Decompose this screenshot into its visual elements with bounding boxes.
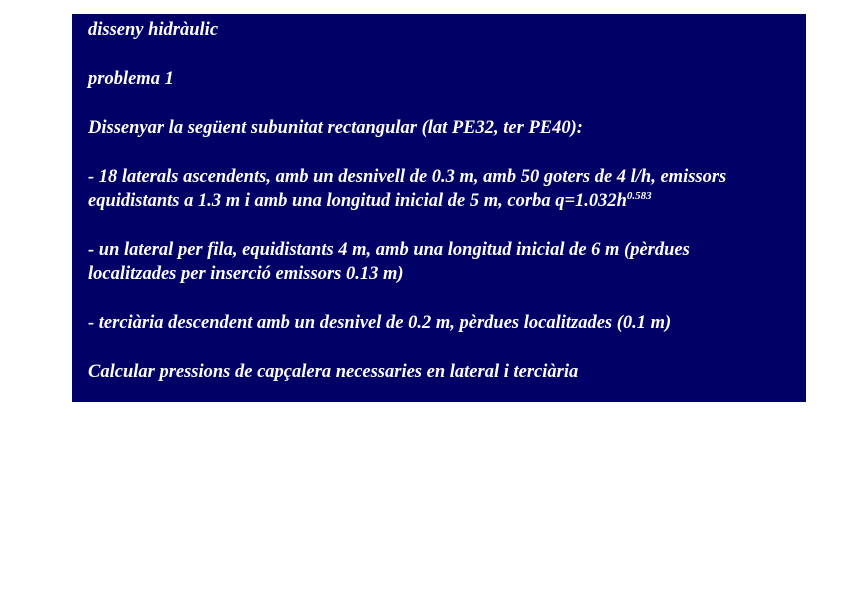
item-tertiary: - terciària descendent amb un desnivel de 0.2 m, pèrdues localitzades (0.1 m) — [88, 313, 672, 333]
task-statement: Calcular pressions de capçalera necessaries en lateral i terciària — [88, 362, 579, 382]
spacer — [88, 140, 796, 165]
spacer — [88, 213, 796, 238]
item-rows-line2: localitzades per inserció emissors 0.13 m) — [88, 264, 404, 284]
slide-title: disseny hidràulic — [88, 20, 219, 40]
problem-heading: problema 1 — [88, 69, 174, 89]
item-laterals-line2-text: equidistants a 1.3 m i amb una longitud inicial de 5 m, corba q=1.032h — [88, 191, 627, 211]
item-laterals-line1: - 18 laterals ascendents, amb un desnivell de 0.3 m, amb 50 goters de 4 l/h, emissors — [88, 167, 727, 187]
spacer — [88, 91, 796, 116]
item-rows-line1: - un lateral per fila, equidistants 4 m, amb una longitud inicial de 6 m (pèrdues — [88, 240, 690, 260]
problem-intro: Dissenyar la següent subunitat rectangular (lat PE32, ter PE40): — [88, 118, 583, 138]
curve-exponent: 0.583 — [626, 190, 652, 202]
slide-panel — [72, 14, 806, 402]
spacer — [88, 286, 796, 311]
spacer — [88, 42, 796, 67]
item-laterals-line2 — [88, 189, 796, 213]
spacer — [88, 335, 796, 360]
